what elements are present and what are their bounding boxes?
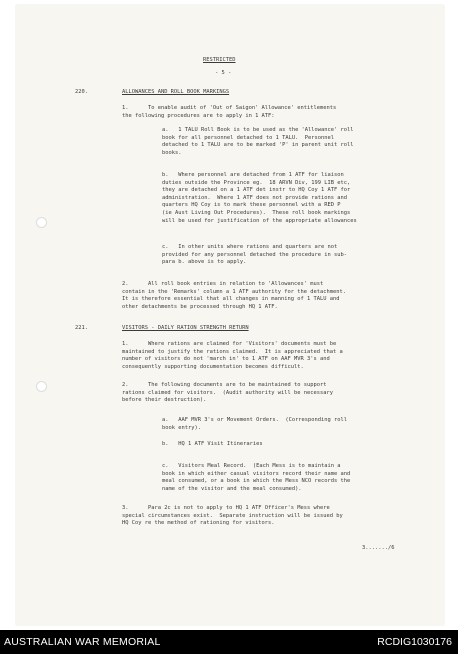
paragraph-line: rations claimed for visitors. (Audit authority will be necessary (122, 389, 333, 396)
paragraph-line: a. 1 TALU Roll Book is to be used as the 'Allowance' roll (162, 127, 354, 133)
continuation-marker: 3......./6 (362, 545, 395, 551)
archive-reference: RCDIG1030176 (377, 636, 452, 648)
paragraph-line: book for all personnel detached to 1 TALU. Personnel (162, 134, 335, 141)
paragraph-line: a. AAF MVR 3's or Movement Orders. (Corresponding roll (162, 417, 347, 423)
paragraph-line: contain in the 'Remarks' column a 1 ATF authority for the detachment. (122, 288, 346, 295)
paragraph-line: 1. To enable audit of 'Out of Saigon' Allowance' entitlements (122, 105, 337, 111)
document-page (16, 5, 444, 625)
paragraph-line: book entry). (162, 424, 201, 431)
paragraph-line: book in which either casual visitors record their name and (162, 470, 351, 477)
section-number-220: 220. (75, 89, 88, 95)
archive-name: AUSTRALIAN WAR MEMORIAL (4, 636, 161, 648)
classification-marking: RESTRICTED (203, 57, 236, 63)
paragraph-line: special circumstances exist. Separate instruction will be issued by (122, 512, 343, 519)
punch-hole (36, 381, 47, 392)
paragraph-line: maintained to justify the rations claimed. It is appreciated that a (122, 348, 343, 355)
paragraph-line: quarters HQ Coy is to mark these personnel with a RED P (162, 202, 341, 209)
paragraph-line: b. Where personnel are detached from 1 ATF for liaison (162, 172, 344, 178)
paragraph-line: 1. Where rations are claimed for 'Visitors' documents must be (122, 341, 337, 347)
paragraph-line: they are detached on a 1 ATF det instr to HQ Coy 1 ATF for (162, 187, 351, 194)
paragraph-line: number of visitors do not 'march in' to 1 ATF on AAF MVR 3's and (122, 356, 330, 363)
paragraph-line: b. HQ 1 ATF Visit Itineraries (162, 441, 263, 447)
paragraph-line: 3. Para 2c is not to apply to HQ 1 ATF Officer's Mess where (122, 505, 330, 511)
punch-hole (36, 217, 47, 228)
paragraph-line: (ie Aust Living Out Procedures). These roll book markings (162, 210, 351, 216)
paragraph-line: 2. All roll book entries in relation to 'Allowances' must (122, 281, 324, 287)
paragraph-line: HQ Coy re the method of rationing for visitors. (122, 520, 275, 527)
paragraph-line: 2. The following documents are to be maintained to support (122, 382, 327, 388)
section-number-221: 221. (75, 325, 88, 331)
paragraph-line: meal consumed, or a book in which the Mess NCO records the (162, 478, 351, 485)
section-title-220: ALLOWANCES AND ROLL BOOK MARKINGS (122, 89, 230, 95)
paragraph-line: detached to 1 TALU are to be marked 'P' in parent unit roll (162, 142, 354, 149)
paragraph-line: administration. Where 1 ATF does not provide rations and (162, 194, 347, 201)
paragraph-line: consequently supporting documentation becomes difficult. (122, 363, 304, 370)
paragraph-line: name of the visitor and the meal consumed). (162, 485, 302, 492)
paragraph-line: other detachments be processed through HQ 1 ATF. (122, 303, 278, 310)
paragraph-line: c. Visitors Meal Record. (Each Mess is to maintain a (162, 463, 341, 469)
paragraph-line: It is therefore essential that all changes in manning of 1 TALU and (122, 296, 340, 303)
paragraph-line: para b. above is to apply. (162, 259, 247, 266)
paragraph-line: books. (162, 149, 182, 156)
paragraph-line: will be used for justification of the appropriate allowances (162, 217, 357, 224)
section-title-221: VISITORS - DAILY RATION STRENGTH RETURN (122, 325, 249, 331)
archive-footer (0, 630, 458, 654)
paragraph-line: the following procedures are to apply in 1 ATF: (122, 112, 275, 119)
page-number: - 5 - (215, 70, 232, 76)
paragraph-line: before their destruction). (122, 397, 207, 404)
paragraph-line: duties outside the Province eg. 18 ARVN Div, 199 LIB etc, (162, 179, 351, 186)
paragraph-line: c. In other units where rations and quarters are not (162, 244, 338, 250)
paragraph-line: provided for any personnel detached the procedure in sub- (162, 251, 347, 258)
